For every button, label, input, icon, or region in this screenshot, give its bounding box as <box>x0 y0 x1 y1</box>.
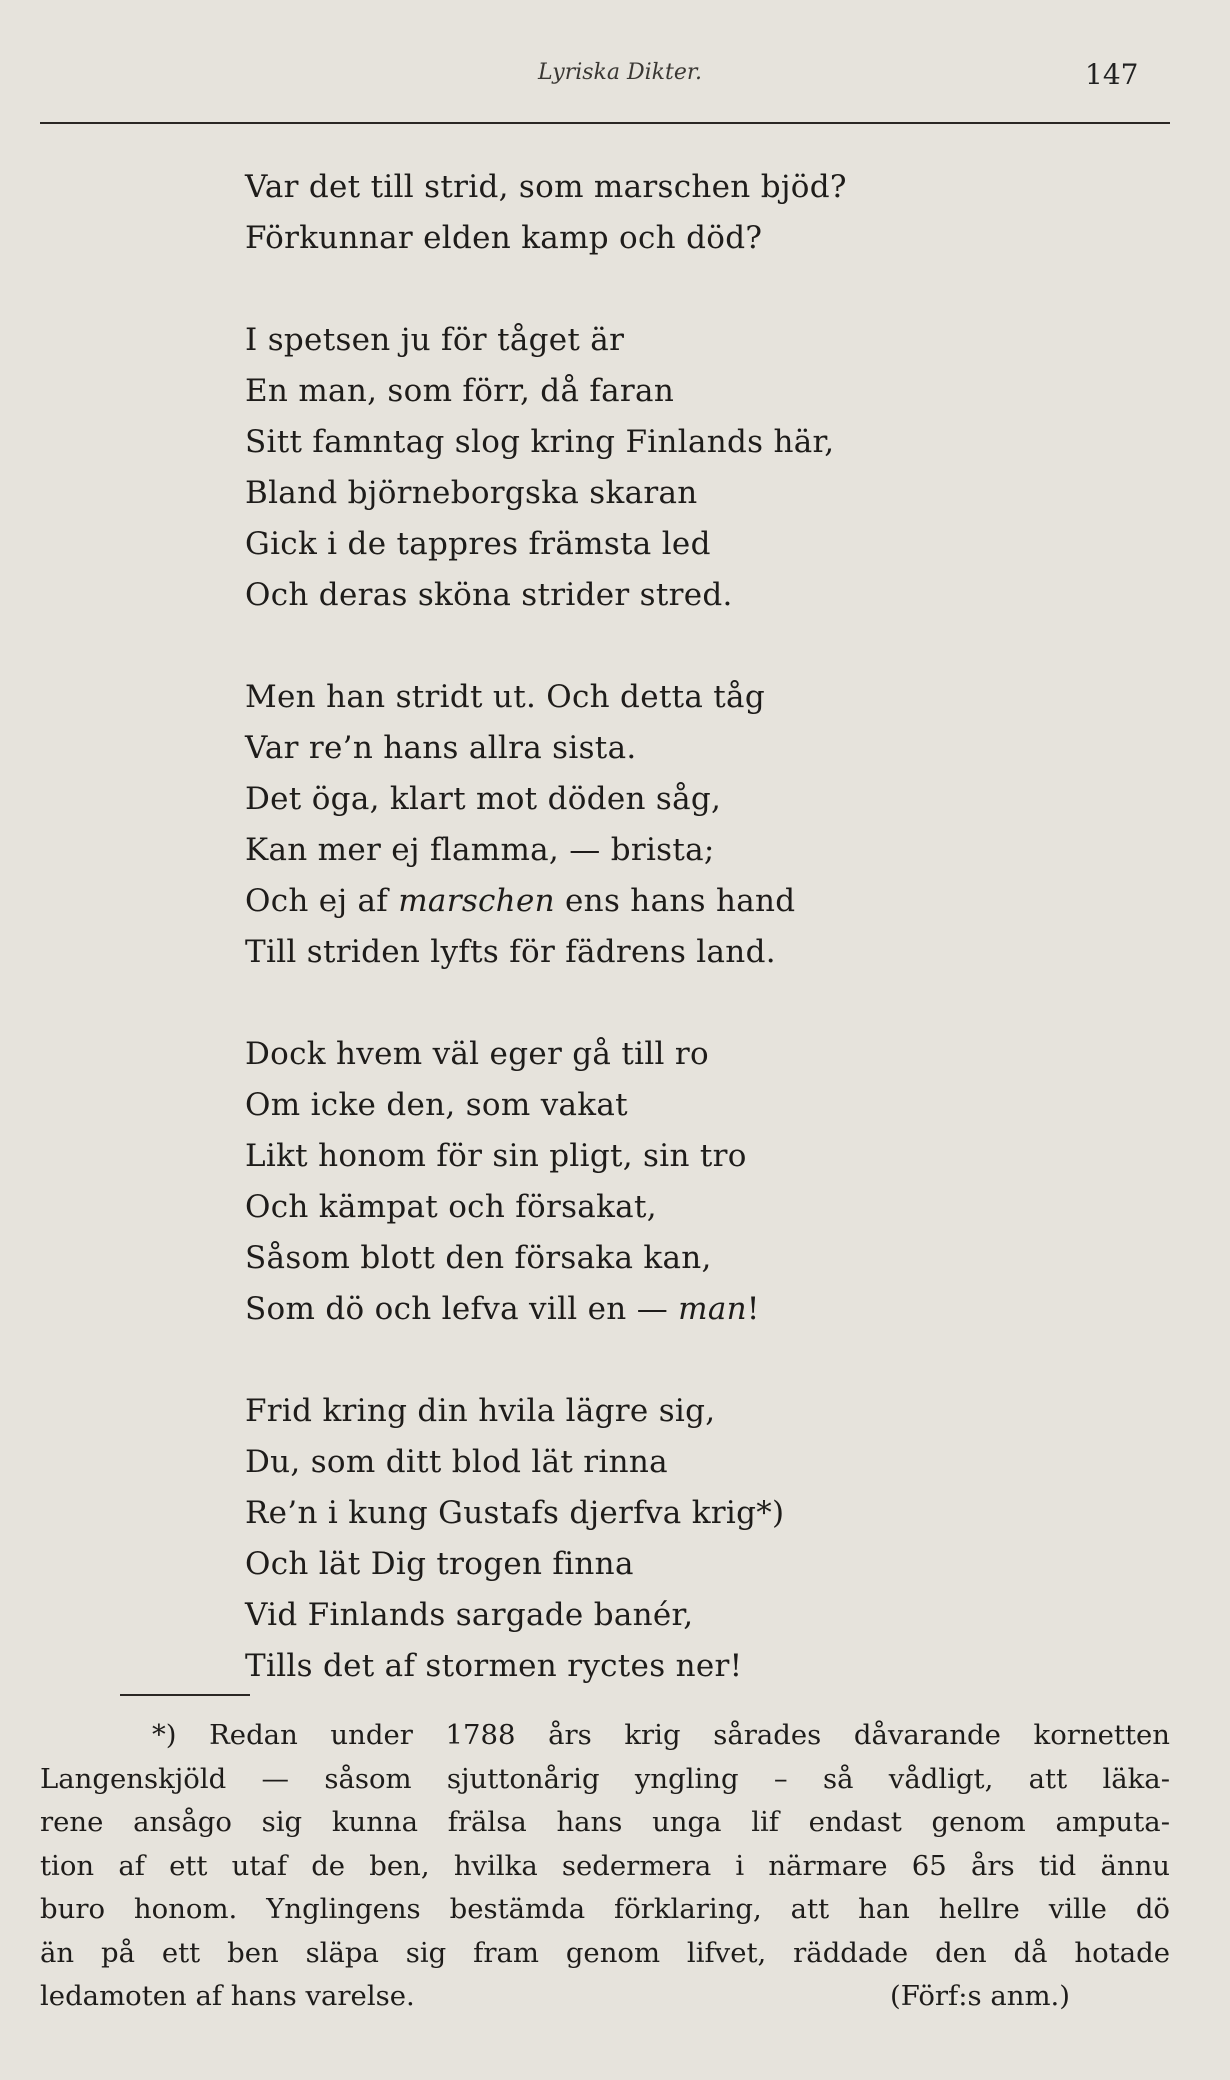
footnote-line: buro honom. Ynglingens bestämda förklaring, att han hellre ville dö <box>40 1893 1170 1925</box>
poem-line: Förkunnar elden kamp och död? <box>245 220 763 256</box>
poem-line: Du, som ditt blod lät rinna <box>245 1444 668 1480</box>
stanza <box>245 672 847 978</box>
poem-line: En man, som förr, då faran <box>245 373 675 409</box>
poem-line: Tills det af stormen ryctes ner! <box>245 1648 743 1684</box>
footnote-line: Langenskjöld — såsom sjuttonårig yngling – så vådligt, att läka- <box>40 1762 1170 1795</box>
stanza <box>245 162 847 264</box>
stanza <box>245 315 847 621</box>
footnote-attribution: (Förf:s anm.) <box>890 1980 1070 2012</box>
poem-line: Och deras sköna strider stred. <box>245 577 733 613</box>
stanza <box>245 1029 847 1335</box>
poem <box>245 162 847 1692</box>
footnote <box>40 1714 1170 2019</box>
poem-line: Och kämpat och försakat, <box>245 1189 657 1225</box>
page-number: 147 <box>1085 58 1139 91</box>
poem-line: Var re’n hans allra sista. <box>245 730 637 766</box>
poem-line: Gick i de tappres främsta led <box>245 526 711 562</box>
running-title: Lyriska Dikter. <box>538 60 702 85</box>
poem-line: Bland björneborgska skaran <box>245 475 698 511</box>
poem-line: Sitt famntag slog kring Finlands här, <box>245 424 835 460</box>
poem-line: Re’n i kung Gustafs djerfva krig*) <box>245 1495 785 1531</box>
poem-line: Till striden lyfts för fädrens land. <box>245 934 776 970</box>
poem-line: Och ej af marschen ens hans hand <box>245 883 796 919</box>
poem-line: Var det till strid, som marschen bjöd? <box>245 169 847 205</box>
footnote-last-line <box>40 1975 1170 2019</box>
poem-line: I spetsen ju för tåget är <box>245 322 625 358</box>
poem-line: Likt honom för sin pligt, sin tro <box>245 1138 747 1174</box>
poem-line: Och lät Dig trogen finna <box>245 1546 634 1582</box>
footnote-line: tion af ett utaf de ben, hvilka sedermera i närmare 65 års tid ännu <box>40 1849 1170 1882</box>
footnote-line: ledamoten af hans varelse. <box>40 1980 415 2012</box>
poem-line: Vid Finlands sargade banér, <box>245 1597 694 1633</box>
poem-line: Det öga, klart mot döden såg, <box>245 781 722 817</box>
footnote-rule <box>120 1694 250 1696</box>
footnote-line: än på ett ben släpa sig fram genom lifvet, räddade den då hotade <box>40 1936 1170 1969</box>
poem-line: Dock hvem väl eger gå till ro <box>245 1036 709 1072</box>
header-rule <box>40 122 1170 124</box>
poem-line: Som dö och lefva vill en — man! <box>245 1291 760 1327</box>
poem-line: Kan mer ej flamma, — brista; <box>245 832 715 868</box>
stanza <box>245 1386 847 1692</box>
poem-line: Såsom blott den försaka kan, <box>245 1240 712 1276</box>
footnote-line: *) Redan under 1788 års krig sårades dåvarande kornetten <box>152 1719 1170 1751</box>
poem-line: Frid kring din hvila lägre sig, <box>245 1393 716 1429</box>
footnote-line: rene ansågo sig kunna frälsa hans unga lif endast genom amputa- <box>40 1806 1170 1838</box>
poem-line: Om icke den, som vakat <box>245 1087 628 1123</box>
poem-line: Men han stridt ut. Och detta tåg <box>245 679 765 715</box>
